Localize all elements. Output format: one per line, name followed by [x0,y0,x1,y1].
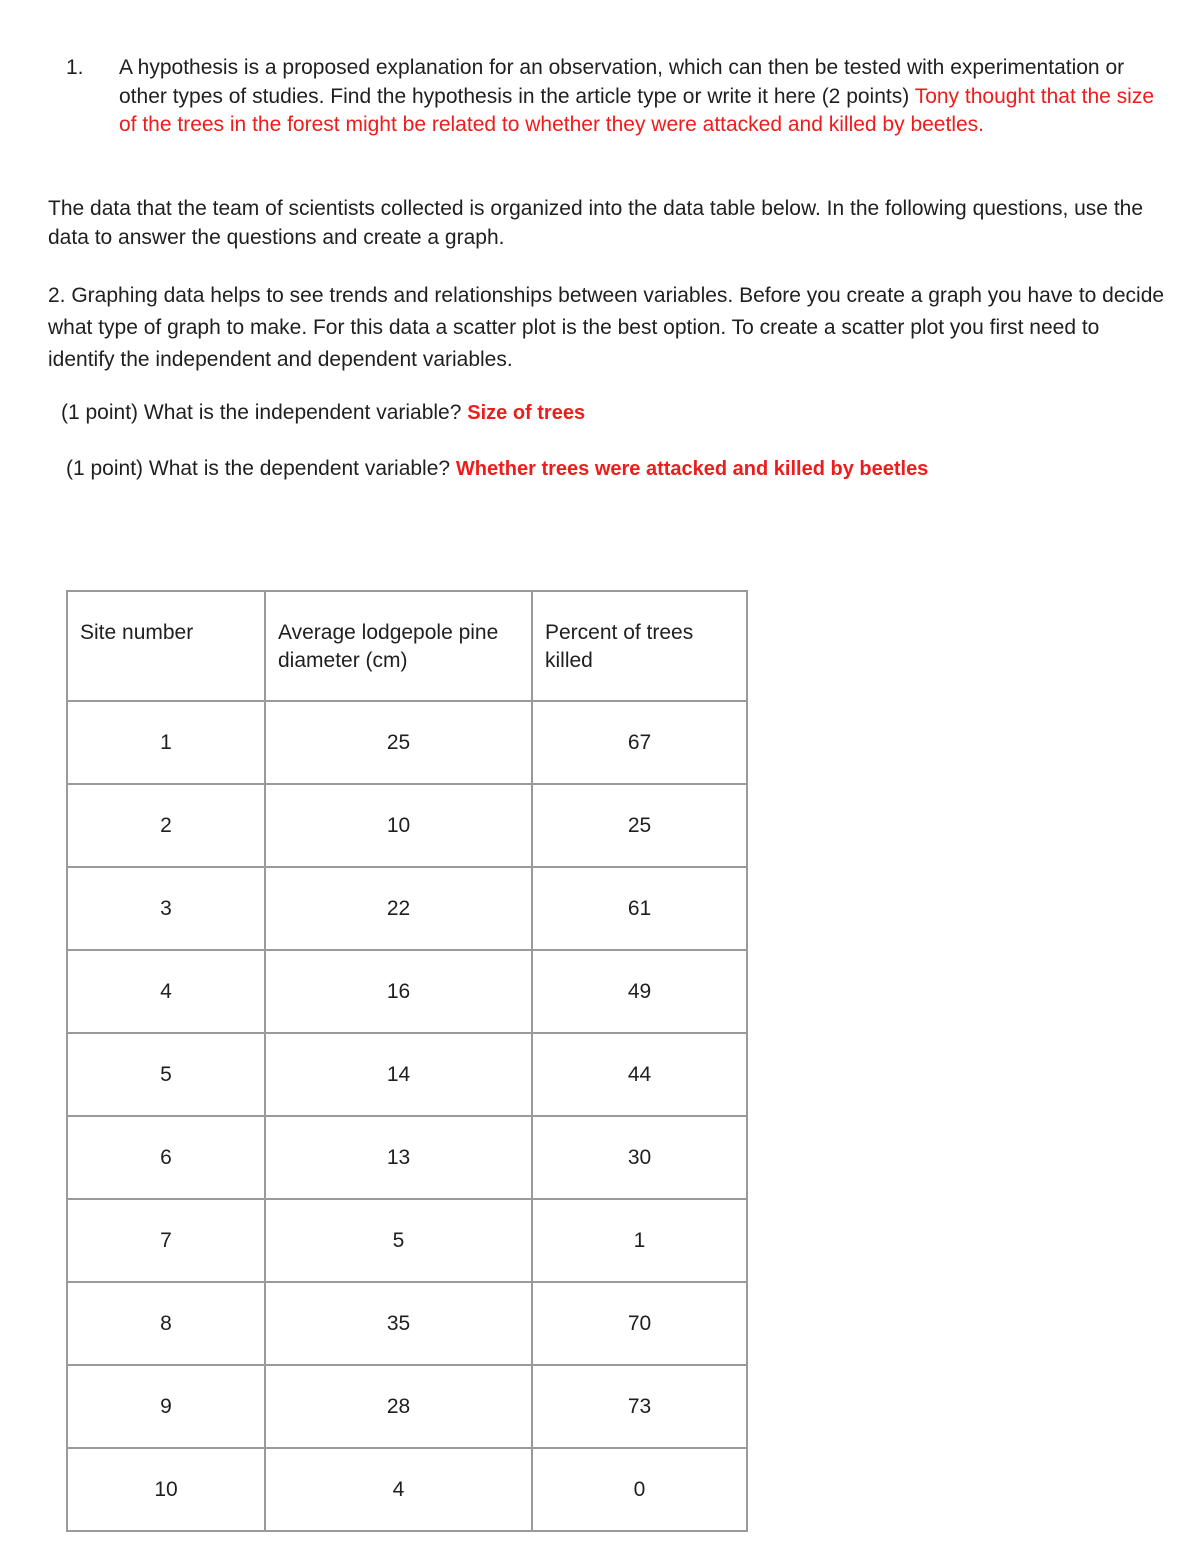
percent-killed-cell: 70 [532,1282,747,1365]
percent-killed-cell: 0 [532,1448,747,1531]
site-number-cell: 7 [67,1199,265,1282]
question-1-text: A hypothesis is a proposed explanation for an observation, which can then be tested with experimentation or other types of studies. Find the hypothesis in the article type or write it here (2 points) [119,56,1125,108]
diameter-cell: 14 [265,1033,532,1116]
site-number-cell: 1 [67,701,265,784]
site-number-cell: 3 [67,867,265,950]
percent-killed-cell: 67 [532,701,747,784]
percent-killed-cell: 25 [532,784,747,867]
percent-killed-cell: 49 [532,950,747,1033]
site-number-cell: 5 [67,1033,265,1116]
diameter-cell: 10 [265,784,532,867]
table-row [67,1033,747,1116]
independent-variable-answer: Size of trees [467,402,586,424]
table-row [67,867,747,950]
diameter-cell: 22 [265,867,532,950]
header-site-number: Site number [67,591,265,701]
independent-variable-question [61,399,585,427]
table-row [67,1282,747,1365]
diameter-cell: 25 [265,701,532,784]
diameter-cell: 4 [265,1448,532,1531]
percent-killed-cell: 61 [532,867,747,950]
site-number-cell: 4 [67,950,265,1033]
site-number-cell: 2 [67,784,265,867]
header-percent-killed: Percent of trees killed [532,591,747,701]
table-row [67,1365,747,1448]
independent-variable-prompt: (1 point) What is the independent variable? [61,401,468,424]
percent-killed-cell: 1 [532,1199,747,1282]
table-header-row [67,591,747,701]
dependent-variable-question [66,455,928,483]
question-1 [66,54,1166,140]
table-row [67,950,747,1033]
percent-killed-cell: 30 [532,1116,747,1199]
dependent-variable-answer: Whether trees were attacked and killed by beetles [455,458,929,480]
site-number-cell: 8 [67,1282,265,1365]
table-row [67,784,747,867]
question-2-text: 2. Graphing data helps to see trends and relationships between variables. Before you create a graph you have to decide what type of graph to make. For this data a scatter plot is the best option. To create a scatter plot you first need to identify the independent and dependent variables. [48,284,1165,371]
dependent-variable-prompt: (1 point) What is the dependent variable? [66,457,456,480]
diameter-cell: 5 [265,1199,532,1282]
site-number-cell: 10 [67,1448,265,1531]
site-number-cell: 9 [67,1365,265,1448]
question-1-body [119,54,1166,140]
question-1-number: 1. [66,56,84,79]
question-1-answer: Tony thought that the size of the trees in the forest might be related to whether they were attacked and killed by beetles. [119,84,1155,136]
table-row [67,1448,747,1531]
data-table [66,590,748,1532]
table-row [67,1199,747,1282]
diameter-cell: 35 [265,1282,532,1365]
diameter-cell: 16 [265,950,532,1033]
diameter-cell: 13 [265,1116,532,1199]
table-row [67,701,747,784]
percent-killed-cell: 73 [532,1365,747,1448]
table-row [67,1116,747,1199]
header-average-diameter: Average lodgepole pine diameter (cm) [265,591,532,701]
intro-paragraph: The data that the team of scientists collected is organized into the data table below. In the following questions, use the data to answer the questions and create a graph. [48,197,1144,249]
diameter-cell: 28 [265,1365,532,1448]
percent-killed-cell: 44 [532,1033,747,1116]
site-number-cell: 6 [67,1116,265,1199]
